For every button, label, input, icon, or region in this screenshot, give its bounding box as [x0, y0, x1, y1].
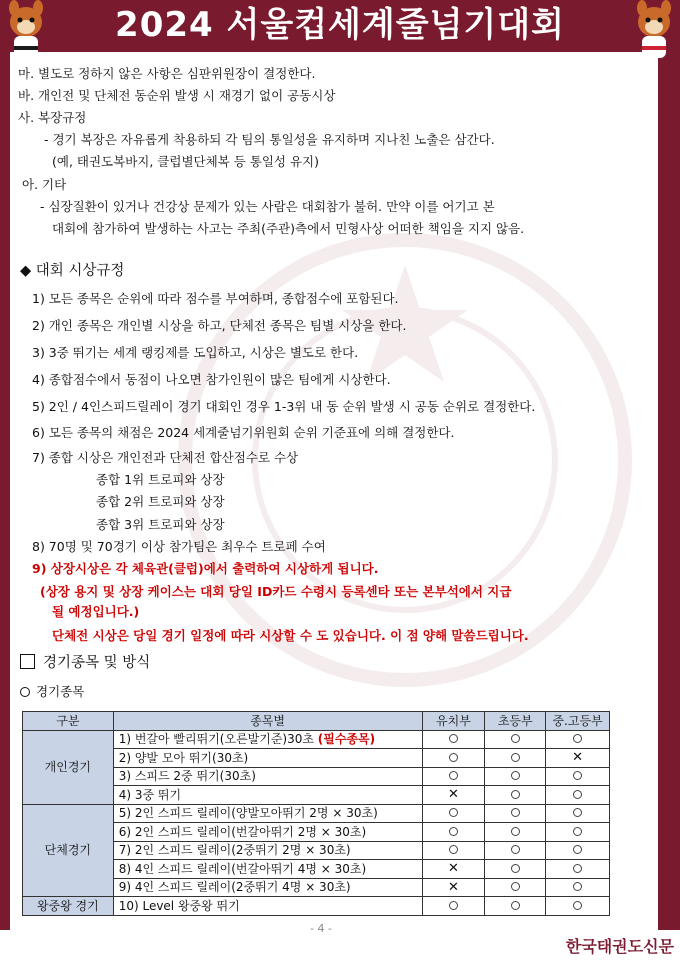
eligibility-cell [546, 804, 610, 823]
header-banner [0, 0, 680, 52]
circle-mark-icon [573, 827, 582, 836]
event-name-cell [113, 897, 422, 916]
eligibility-cell [485, 823, 546, 842]
overall-award: 종합 3위 트로피와 상장 [96, 517, 225, 532]
circle-mark-icon [511, 901, 520, 910]
overall-award: 종합 2위 트로피와 상장 [96, 494, 225, 509]
eligibility-cell [485, 767, 546, 786]
rule-line: 아. 기타 [22, 177, 67, 192]
rule-line: - 경기 복장은 자유롭게 착용하되 각 팀의 통일성을 유지하며 지나친 노출은 삼간다. [44, 132, 495, 147]
circle-mark-icon [573, 845, 582, 854]
eligibility-cell [422, 841, 485, 860]
award-item: 5) 2인 / 4인스피드릴레이 경기 대회인 경우 1-3위 내 동 순위 발생 시 공동 순위로 결정한다. [32, 399, 536, 414]
eligibility-cell [485, 860, 546, 879]
circle-mark-icon [511, 734, 520, 743]
news-credit: 한국태권도신문 [565, 937, 674, 956]
table-header-row [23, 712, 610, 731]
required-event-note: (필수종목) [317, 732, 376, 747]
circle-mark-icon [573, 790, 582, 799]
award-notice: (상장 용지 및 상장 케이스는 대회 당일 ID카드 수령시 등록센타 또는 본부석에서 지급 [40, 584, 512, 599]
event-name: 10) Level 왕중왕 뛰기 [118, 898, 240, 913]
eligibility-cell [422, 767, 485, 786]
award-item: 1) 모든 종목은 순위에 따라 점수를 부여하며, 종합점수에 포함된다. [32, 291, 399, 306]
circle-mark-icon [511, 808, 520, 817]
overall-award: 종합 1위 트로피와 상장 [96, 472, 225, 487]
circle-mark-icon [573, 771, 582, 780]
eligibility-cell [546, 878, 610, 897]
eligibility-cell [546, 767, 610, 786]
eligibility-cell [422, 804, 485, 823]
events-table-body [23, 730, 610, 915]
rule-line: - 심장질환이 있거나 건강상 문제가 있는 사람은 대회참가 불허. 만약 이를 어기고 본 [40, 199, 495, 214]
table-row [23, 897, 610, 916]
rule-line: 대회에 참가하여 발생하는 사고는 주최(주관)측에서 민형사상 어떠한 책임을 지지 않음. [52, 221, 525, 236]
column-header: 유치부 [422, 712, 485, 731]
circle-mark-icon [449, 808, 458, 817]
awards-heading: ◆ 대회 시상규정 [20, 263, 125, 279]
eligibility-cell [485, 841, 546, 860]
eligibility-cell [546, 786, 610, 805]
event-name-cell [113, 786, 422, 805]
rule-line: 마. 별도로 정하지 않은 사항은 심판위원장이 결정한다. [18, 66, 316, 81]
column-header: 초등부 [485, 712, 546, 731]
circle-mark-icon [573, 882, 582, 891]
award-item: 6) 모든 종목의 채점은 2024 세계줄넘기위원회 순위 기준표에 의해 결정한다. [32, 425, 455, 440]
circle-mark-icon [449, 771, 458, 780]
event-name: 8) 4인 스피드 릴레이(번갈아뛰기 4명 × 30초) [118, 861, 367, 876]
event-name: 9) 4인 스피드 릴레이(2중뛰기 4명 × 30초) [118, 880, 351, 895]
eligibility-cell [422, 749, 485, 768]
events-table [22, 711, 610, 916]
circle-mark-icon [449, 845, 458, 854]
event-name-cell [113, 730, 422, 749]
checkbox-icon [20, 654, 35, 669]
rule-line: (예, 태권도복바지, 클럽별단체복 등 통일성 유지) [52, 154, 319, 169]
event-name-cell [113, 841, 422, 860]
category-cell: 개인경기 [23, 730, 114, 804]
award-notice: 9) 상장시상은 각 체육관(클럽)에서 출력하여 시상하게 됩니다. [32, 561, 379, 576]
circle-mark-icon [449, 901, 458, 910]
event-name-cell [113, 823, 422, 842]
event-name-cell [113, 749, 422, 768]
column-header: 중.고등부 [546, 712, 610, 731]
page-title: 2024 서울컵세계줄넘기대회 [115, 5, 565, 45]
award-item: 8) 70명 및 70경기 이상 참가팀은 최우수 트로페 수여 [32, 539, 326, 554]
circle-mark-icon [511, 753, 520, 762]
cross-mark-icon: ✕ [447, 879, 459, 895]
circle-mark-icon [573, 864, 582, 873]
event-name: 7) 2인 스피드 릴레이(2중뛰기 2명 × 30초) [118, 843, 351, 858]
eligibility-cell [546, 749, 610, 768]
circle-mark-icon [511, 845, 520, 854]
circle-mark-icon [511, 882, 520, 891]
category-cell: 단체경기 [23, 804, 114, 897]
table-row [23, 804, 610, 823]
category-cell: 왕중왕 경기 [23, 897, 114, 916]
eligibility-cell [546, 730, 610, 749]
award-notice: 될 예정입니다.) [52, 604, 140, 619]
circle-mark-icon [511, 771, 520, 780]
eligibility-cell [422, 786, 485, 805]
eligibility-cell [546, 860, 610, 879]
event-name: 5) 2인 스피드 릴레이(양발모아뛰기 2명 × 30초) [118, 806, 378, 821]
circle-bullet-icon [20, 687, 30, 697]
squirrel-mascot-icon [0, 0, 52, 64]
eligibility-cell [422, 730, 485, 749]
page-number: - 4 - [310, 922, 332, 935]
column-header: 구분 [23, 712, 114, 731]
cross-mark-icon: ✕ [447, 861, 459, 877]
event-name-cell [113, 804, 422, 823]
cross-mark-icon: ✕ [572, 750, 584, 766]
circle-mark-icon [449, 753, 458, 762]
eligibility-cell [546, 823, 610, 842]
circle-mark-icon [449, 827, 458, 836]
event-name: 1) 번갈아 빨리뛰기(오른발기준)30초 [118, 732, 318, 747]
squirrel-mascot-icon [628, 0, 680, 64]
table-row [23, 730, 610, 749]
event-name-cell [113, 878, 422, 897]
award-item: 3) 3중 뛰기는 세계 랭킹제를 도입하고, 시상은 별도로 한다. [32, 345, 359, 360]
events-heading [20, 653, 150, 673]
event-name-cell [113, 860, 422, 879]
rule-line: 바. 개인전 및 단체전 동순위 발생 시 재경기 없이 공동시상 [18, 88, 336, 103]
eligibility-cell [485, 749, 546, 768]
events-title: 경기종목 및 방식 [43, 655, 151, 671]
eligibility-cell [485, 786, 546, 805]
eligibility-cell [485, 804, 546, 823]
events-subtitle: 경기종목 [36, 684, 85, 699]
rule-line: 사. 복장규정 [18, 110, 87, 125]
eligibility-cell [422, 860, 485, 879]
column-header: 종목별 [113, 712, 422, 731]
eligibility-cell [485, 897, 546, 916]
award-item: 7) 종합 시상은 개인전과 단체전 합산점수로 수상 [32, 450, 299, 465]
circle-mark-icon [511, 827, 520, 836]
eligibility-cell [422, 878, 485, 897]
eligibility-cell [422, 897, 485, 916]
award-notice: 단체전 시상은 당일 경기 일정에 따라 시상할 수 도 있습니다. 이 점 양해 말씀드립니다. [52, 628, 529, 643]
circle-mark-icon [449, 734, 458, 743]
event-name: 3) 스피드 2중 뛰기(30초) [118, 769, 256, 784]
circle-mark-icon [573, 901, 582, 910]
eligibility-cell [485, 730, 546, 749]
eligibility-cell [422, 823, 485, 842]
events-subheading [20, 682, 84, 702]
event-name: 4) 3중 뛰기 [118, 787, 182, 802]
event-name-cell [113, 767, 422, 786]
circle-mark-icon [573, 808, 582, 817]
eligibility-cell [546, 897, 610, 916]
circle-mark-icon [511, 864, 520, 873]
eligibility-cell [546, 841, 610, 860]
eligibility-cell [485, 878, 546, 897]
circle-mark-icon [573, 734, 582, 743]
award-item: 4) 종합점수에서 동점이 나오면 참가인원이 많은 팀에게 시상한다. [32, 372, 391, 387]
award-item: 2) 개인 종목은 개인별 시상을 하고, 단체전 종목은 팀별 시상을 한다. [32, 318, 407, 333]
cross-mark-icon: ✕ [447, 787, 459, 803]
circle-mark-icon [511, 790, 520, 799]
event-name: 6) 2인 스피드 릴레이(번갈아뛰기 2명 × 30초) [118, 824, 367, 839]
event-name: 2) 양발 모아 뛰기(30초) [118, 750, 249, 765]
